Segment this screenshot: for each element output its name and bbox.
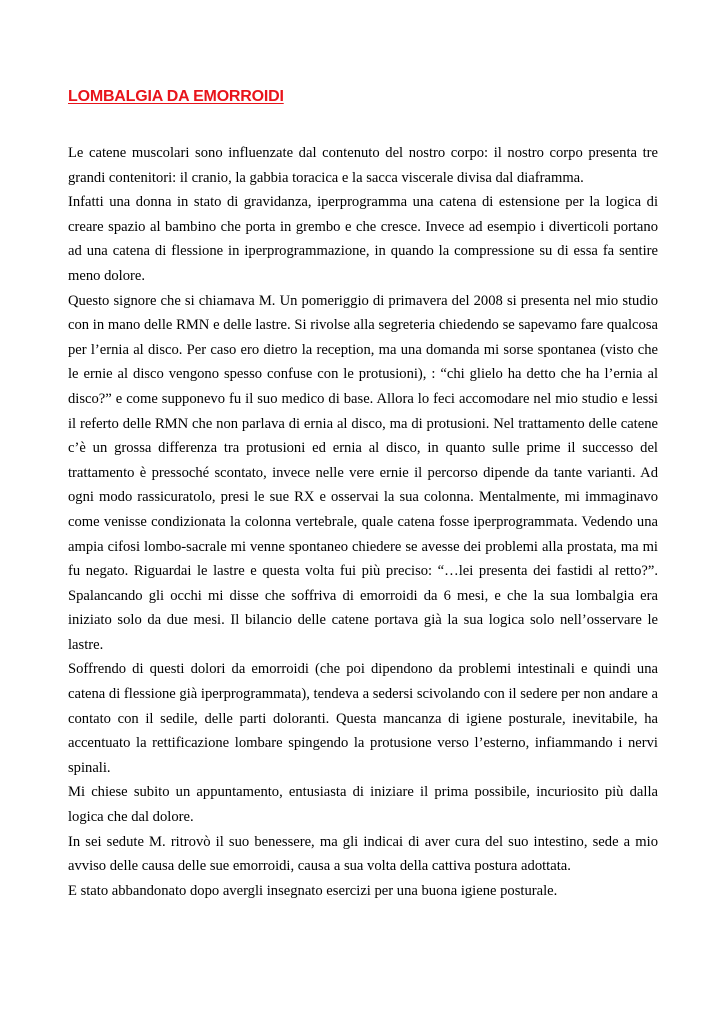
document-title: LOMBALGIA DA EMORROIDI — [68, 88, 284, 105]
paragraph-7: E stato abbandonato dopo avergli insegnato esercizi per una buona igiene posturale. — [68, 882, 558, 899]
paragraph-3: Questo signore che si chiamava M. Un pomeriggio di primavera del 2008 si presenta nel mio studio con in mano delle RMN e delle lastre. Si rivolse alla segreteria chiedendo se sapevamo fare qualcosa per l’ernia al disco. Per caso ero dietro la reception, ma una domanda mi sorse spontanea (visto che le ernie al disco vengono spesso confuse con le protusioni), : “chi glielo ha detto che ha l’ernia al disco?” e come supponevo fu il suo medico di base. Allora lo feci accomodare nel mio studio e lessi il referto delle RMN che non parlava di ernia al disco, ma di protusioni. Nel trattamento delle catene c’è un grossa differenza tra protusioni ed ernia al disco, in quanto sulle prime il successo del trattamento è pressoché scontato, invece nelle vere ernie il percorso dipende da tante varianti. Ad ogni modo rassicuratolo, presi le sue RX e osservai la sua colonna. Mentalmente, mi immaginavo come venisse condizionata la colonna vertebrale, quale catena fosse iperprogrammata. Vedendo una ampia cifosi lombo-sacrale mi venne spontaneo chiedere se avesse dei problemi alla prostata, ma mi fu negato. Riguardai le lastre e questa volta fui più preciso: “…lei presenta dei fastidi al retto?”. Spalancando gli occhi mi disse che soffriva di emorroidi da 6 mesi, e che la sua lombalgia era iniziato solo da due mesi. Il bilancio delle catene portava già la sua logica solo nell’osservare le lastre. — [68, 292, 658, 653]
paragraph-1: Le catene muscolari sono influenzate dal contenuto del nostro corpo: il nostro corpo presenta tre grandi contenitori: il cranio, la gabbia toracica e la sacca viscerale divisa dal diaframma. — [68, 145, 658, 186]
paragraph-6: In sei sedute M. ritrovò il suo benessere, ma gli indicai di aver cura del suo intestino, sede a mio avviso delle causa delle sue emorroidi, causa a sua volta della cattiva postura adottata. — [68, 833, 658, 875]
document-body — [68, 141, 658, 903]
paragraph-4: Soffrendo di questi dolori da emorroidi (che poi dipendono da problemi intestinali e quindi una catena di flessione già iperprogrammata), tendeva a sedersi scivolando con il sedere per non andare a contato con il sedile, delle parti doloranti. Questa mancanza di igiene posturale, inevitabile, ha accentuato la rettificazione lombare spingendo la protusione verso l’esterno, infiammando i nervi spinali. — [68, 661, 658, 776]
paragraph-2: Infatti una donna in stato di gravidanza, iperprogramma una catena di estensione per la logica di creare spazio al bambino che porta in grembo e che cresce. Invece ad esempio i diverticoli portano ad una catena di flessione in iperprogrammazione, in quando la compressione su di essa fa sentire meno dolore. — [68, 194, 658, 284]
paragraph-5: Mi chiese subito un appuntamento, entusiasta di iniziare il prima possibile, incuriosito più dalla logica che dal dolore. — [68, 784, 658, 826]
